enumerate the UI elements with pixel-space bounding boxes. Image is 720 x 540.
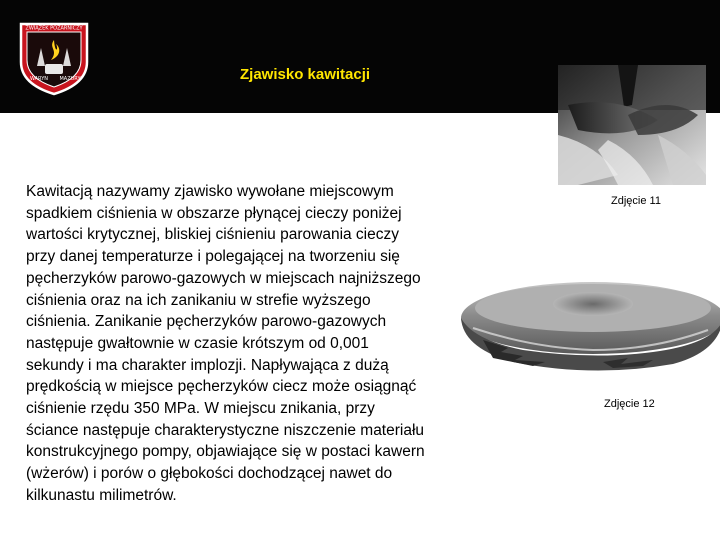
cavitating-propeller-photo bbox=[558, 65, 706, 185]
photo-caption-11: Zdjęcie 11 bbox=[611, 195, 661, 207]
body-paragraph: Kawitacją nazywamy zjawisko wywołane miejscowym spadkiem ciśnienia w obszarze płynącej cieczy poniżej wartości krytycznej, bliskiej ciśnieniu parowania cieczy przy danej temperaturze i polegającej na tworzeniu się pęcherzyków parowo-gazowych w miejscach najniższego ciśnienia oraz na ich zanikaniu w strefie wyższego ciśnienia. Zanikanie pęcherzyków parowo-gazowych następuje gwałtownie w czasie krótszym od 0,001 sekundy i ma charakter implozji. Napływająca z dużą prędkością w miejsce pęcherzyków ciecz może osiągnąć ciśnienie rzędu 350 MPa. W miejscu znikania, przy ściance następuje charakterystyczne niszczenie materiału konstrukcyjnego pompy, objawiające się w postaci kawern (wżerów) i porów o głębokości dochodzącej nawet do kilkunastu milimetrów. bbox=[26, 183, 425, 504]
logo-top-text: ZWIĄZEK POŻARNICZY bbox=[25, 25, 83, 32]
logo-left-text: WARYN bbox=[29, 76, 49, 82]
slide-title: Zjawisko kawitacji bbox=[240, 66, 371, 83]
photo-caption-12: Zdjęcie 12 bbox=[604, 398, 655, 410]
fire-brigade-emblem-icon bbox=[15, 18, 93, 96]
logo-right-text: MAZURY bbox=[59, 76, 81, 82]
